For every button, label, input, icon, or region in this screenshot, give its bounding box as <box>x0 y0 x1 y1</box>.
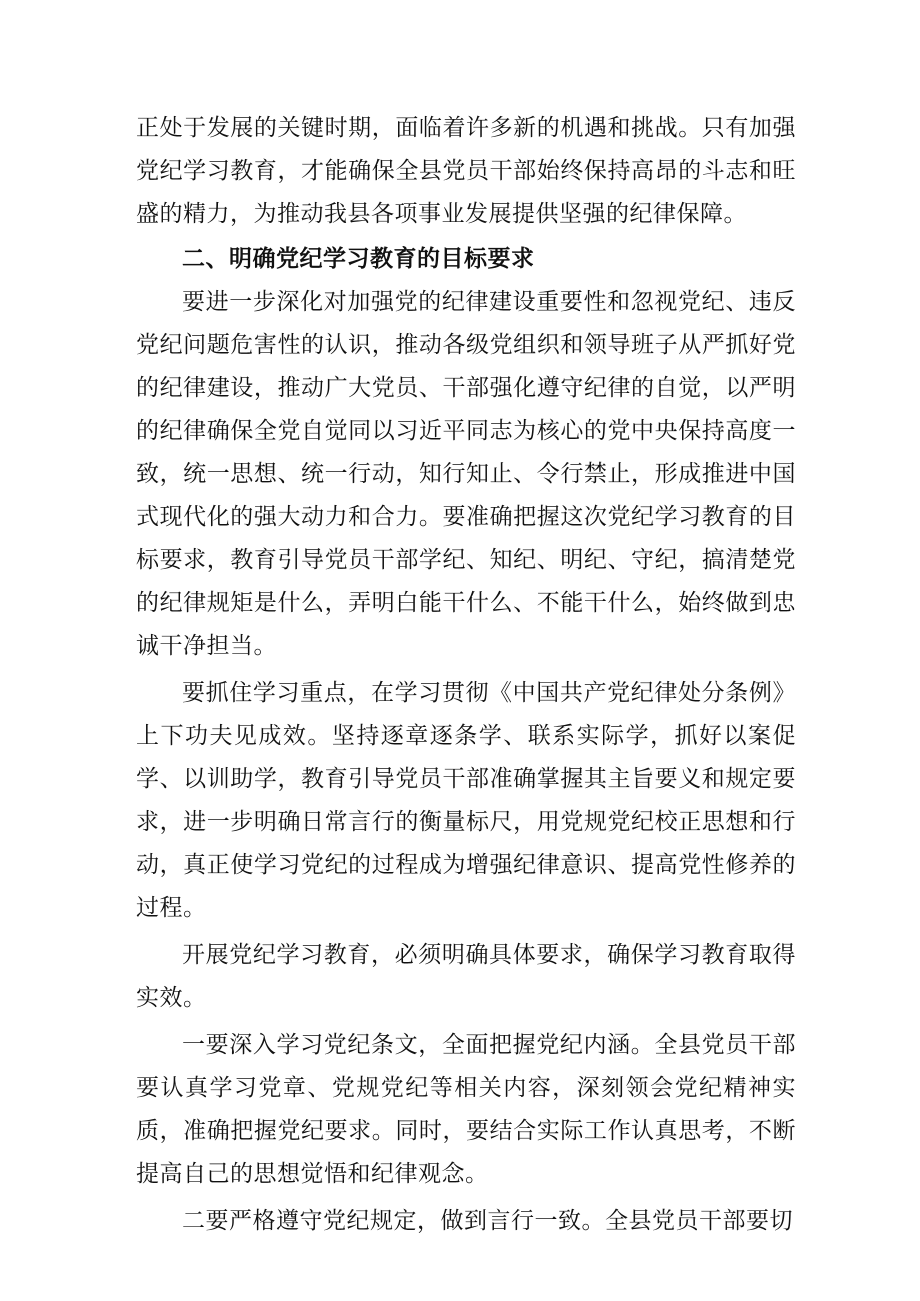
section-heading-2: 二、明确党纪学习教育的目标要求 <box>182 246 535 272</box>
paragraph-requirement-two: 二要严格遵守党纪规定，做到言行一致。全县党员干部要切 <box>182 1208 793 1234</box>
document-page <box>136 107 796 1243</box>
paragraph-specific-requirements: 开展党纪学习教育，必须明确具体要求，确保学习教育取得实效。 <box>136 942 796 1011</box>
paragraph-intro-continuation: 正处于发展的关键时期，面临着许多新的机遇和挑战。只有加强党纪学习教育，才能确保全县党员干部始终保持高昂的斗志和旺盛的精力，为推动我县各项事业发展提供坚强的纪律保障。 <box>136 115 796 227</box>
paragraph-requirement-one: 一要深入学习党纪条文，全面把握党纪内涵。全县党员干部要认真学习党章、党规党纪等相关内容，深刻领会党纪精神实质，准确把握党纪要求。同时，要结合实际工作认真思考，不断提高自己的思想觉悟和纪律观念。 <box>136 1032 796 1187</box>
paragraph-goal-requirements: 要进一步深化对加强党的纪律建设重要性和忽视党纪、违反党纪问题危害性的认识，推动各级党组织和领导班子从严抓好党的纪律建设，推动广大党员、干部强化遵守纪律的自觉，以严明的纪律确保全党自觉同以习近平同志为核心的党中央保持高度一致，统一思想、统一行动，知行知止、令行禁止，形成推进中国式现代化的强大动力和合力。要准确把握这次党纪学习教育的目标要求，教育引导党员干部学纪、知纪、明纪、守纪，搞清楚党的纪律规矩是什么，弄明白能干什么、不能干什么，始终做到忠诚干净担当。 <box>136 289 796 659</box>
paragraph-study-focus: 要抓住学习重点，在学习贯彻《中国共产党纪律处分条例》上下功夫见成效。坚持逐章逐条学、联系实际学，抓好以案促学、以训助学，教育引导党员干部准确掌握其主旨要义和规定要求，进一步明确日常言行的衡量标尺，用党规党纪校正思想和行动，真正使学习党纪的过程成为增强纪律意识、提高党性修养的过程。 <box>136 680 796 921</box>
